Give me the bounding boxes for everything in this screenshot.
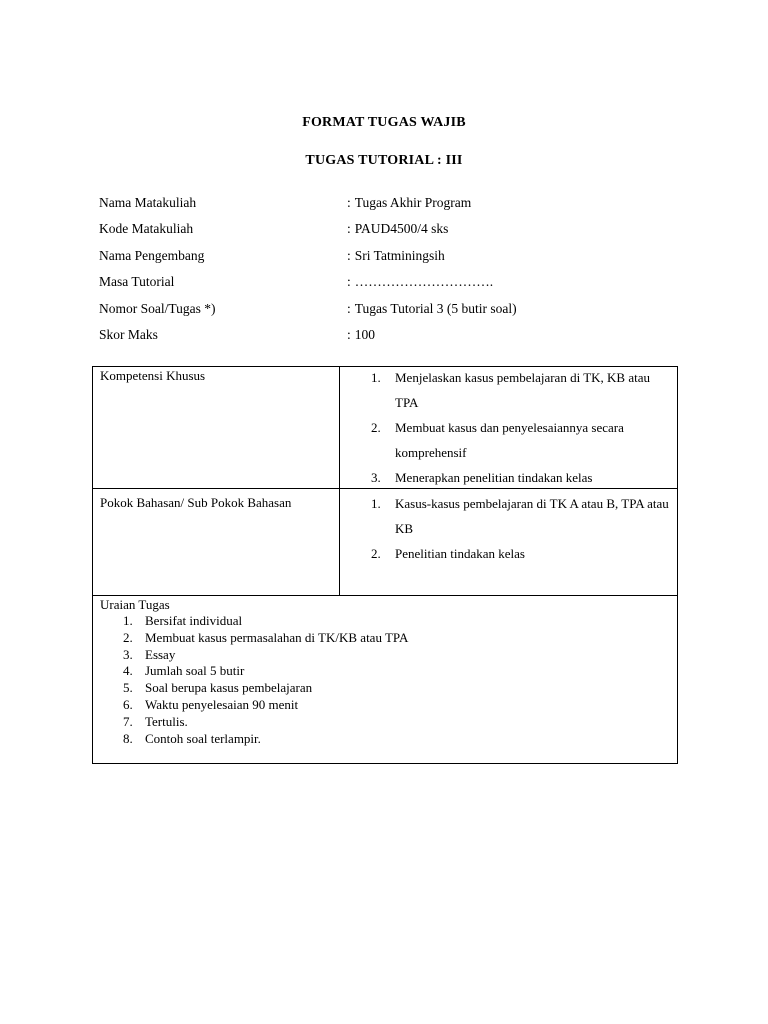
info-row-nama-matakuliah: Nama Matakuliah : Tugas Akhir Program [99, 195, 472, 210]
course-info [99, 194, 659, 352]
kompetensi-list [371, 365, 671, 490]
list-item: 8. Contoh soal terlampir. [123, 730, 261, 746]
info-value: 100 [354, 326, 376, 342]
info-label: Kode Matakuliah [99, 221, 194, 237]
info-label: Nama Matakuliah [99, 195, 197, 210]
list-item: 5. Soal berupa kasus pembelajaran [123, 680, 313, 696]
info-label: Nomor Soal/Tugas *) [99, 300, 216, 316]
list-item: 2. Membuat kasus dan penyelesaiannya secara komprehensif [371, 420, 624, 460]
info-row-kode-matakuliah: Kode Matakuliah : PAUD4500/4 sks [99, 221, 449, 237]
info-row-skor-maks: Skor Maks : 100 [99, 326, 376, 342]
list-item: 1. Menjelaskan kasus pembelajaran di TK, KB atau TPA [371, 370, 650, 410]
info-value: Sri Tatminingsih [354, 247, 445, 263]
info-label: Skor Maks [99, 326, 158, 342]
info-label: Nama Pengembang [99, 247, 205, 263]
list-item: 3. Menerapkan penelitian tindakan kelas [371, 470, 593, 485]
info-row-masa-tutorial: Masa Tutorial : …………………………. [99, 274, 494, 290]
task-table [92, 366, 678, 764]
document-subtitle: TUGAS TUTORIAL : III [305, 153, 463, 168]
list-item: 1. Kasus-kasus pembelajaran di TK A atau B, TPA atau KB [371, 496, 669, 536]
list-item: 2. Membuat kasus permasalahan di TK/KB atau TPA [123, 629, 409, 645]
pokok-bahasan-label: Pokok Bahasan/ Sub Pokok Bahasan [100, 495, 292, 510]
info-label: Masa Tutorial [99, 274, 175, 290]
uraian-tugas-label: Uraian Tugas [100, 597, 170, 612]
list-item: 1. Bersifat individual [123, 613, 243, 628]
info-value: Tugas Tutorial 3 (5 butir soal) [354, 300, 517, 316]
kompetensi-label: Kompetensi Khusus [100, 368, 206, 383]
document-title: FORMAT TUGAS WAJIB [302, 115, 466, 130]
list-item: 7. Tertulis. [123, 713, 188, 729]
info-row-nama-pengembang: Nama Pengembang : Sri Tatminingsih [99, 247, 445, 263]
list-item: 6. Waktu penyelesaian 90 menit [123, 696, 299, 712]
uraian-tugas-list [115, 613, 408, 747]
table-divider [93, 595, 677, 596]
info-value: Tugas Akhir Program [354, 195, 472, 210]
info-row-nomor-soal: Nomor Soal/Tugas *) : Tugas Tutorial 3 (5 butir soal) [99, 300, 517, 316]
table-column-divider [339, 367, 340, 595]
pokok-bahasan-list [371, 491, 671, 566]
info-value: …………………………. [354, 274, 494, 290]
info-value: PAUD4500/4 sks [354, 221, 449, 237]
list-item: 3. Essay [123, 646, 176, 662]
list-item: 2. Penelitian tindakan kelas [371, 546, 525, 561]
list-item: 4. Jumlah soal 5 butir [123, 663, 245, 679]
